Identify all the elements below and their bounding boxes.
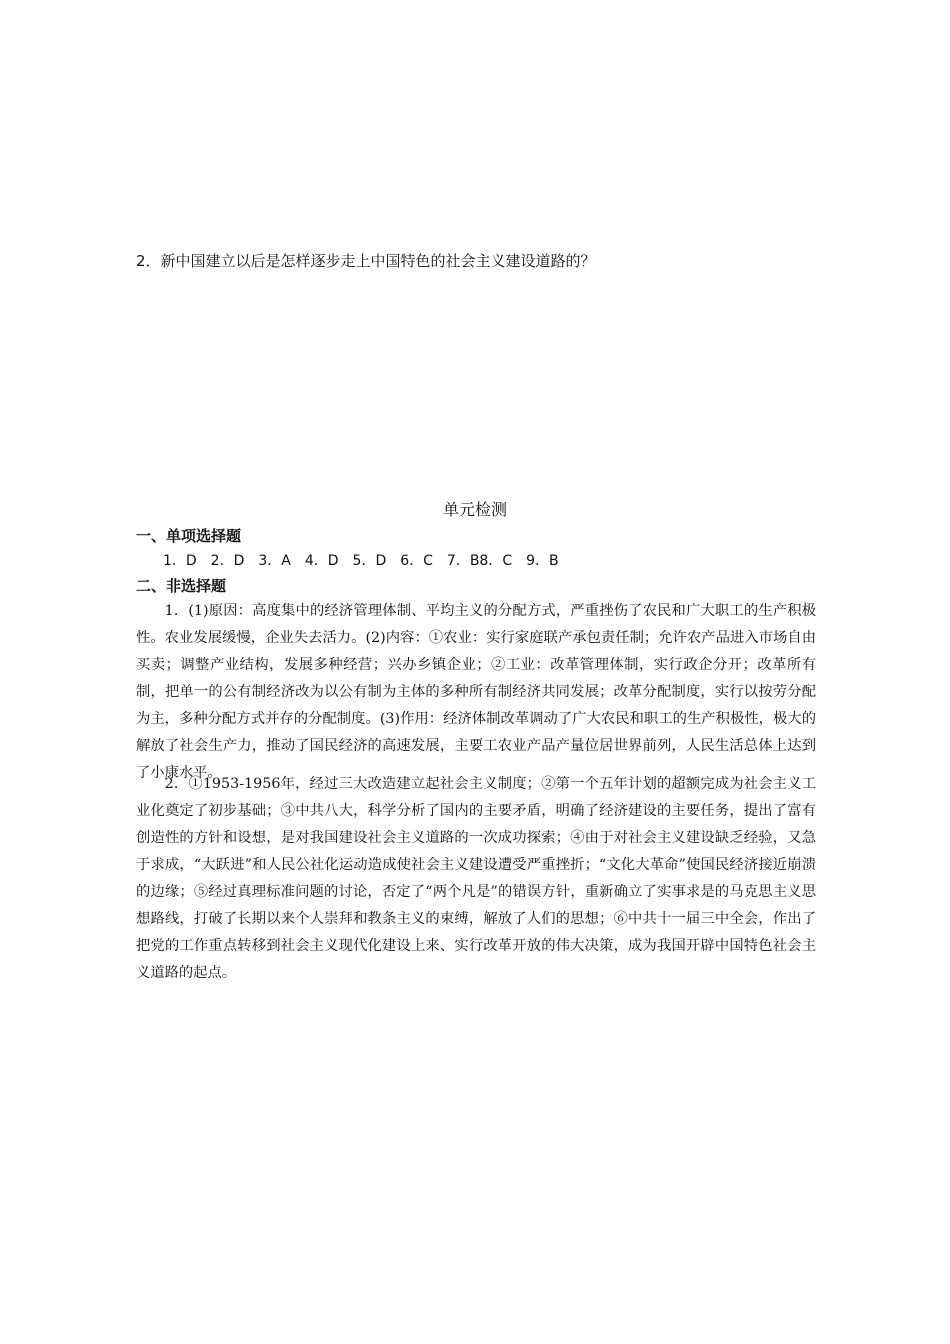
answer-paragraph-1: 1．(1)原因：高度集中的经济管理体制、平均主义的分配方式，严重挫伤了农民和广大职工的生产积极性。农业发展缓慢，企业失去活力。(2)内容：①农业：实行家庭联产承包责任制；允许农产品进入市场自由买卖；调整产业结构，发展多种经营；兴办乡镇企业；②工业：改革管理体制，实行政企分开；改革所有制，把单一的公有制经济改为以公有制为主体的多种所有制经济共同发展；改革分配制度，实行以按劳分配为主，多种分配方式并存的分配制度。(3)作用：经济体制改革调动了广大农民和职工的生产积极性，极大的解放了社会生产力，推动了国民经济的高速发展，主要工农业产品产量位居世界前列，人民生活总体上达到了小康水平。 [136, 603, 816, 781]
answer-paragraph-2: 2．①1953-1956年，经过三大改造建立起社会主义制度；②第一个五年计划的超额完成为社会主义工业化奠定了初步基础；③中共八大，科学分析了国内的主要矛盾，明确了经济建设的主要任务，提出了富有创造性的方针和设想，是对我国建设社会主义道路的一次成功探索；④由于对社会主义建设缺乏经验，又急于求成，“大跃进”和人民公社化运动造成使社会主义建设遭受严重挫折；“文化大革命”使国民经济接近崩溃的边缘；⑤经过真理标准问题的讨论，否定了“两个凡是”的错误方针，重新确立了实事求是的马克思主义思想路线，打破了长期以来个人崇拜和教条主义的束缚，解放了人们的思想；⑥中共十一届三中全会，作出了把党的工作重点转移到社会主义现代化建设上来、实行改革开放的伟大决策，成为我国开辟中国特色社会主义道路的起点。 [136, 776, 816, 981]
section-heading-non-choice: 二、非选择题 [136, 577, 227, 595]
single-choice-answers: 1．D 2．D 3．A 4．D 5．D 6．C 7．B8．C 9．B [163, 553, 559, 569]
section-heading-single-choice: 一、单项选择题 [136, 527, 242, 545]
unit-test-title: 单元检测 [442, 500, 507, 519]
question-2: 2．新中国建立以后是怎样逐步走上中国特色的社会主义建设道路的？ [136, 252, 596, 270]
